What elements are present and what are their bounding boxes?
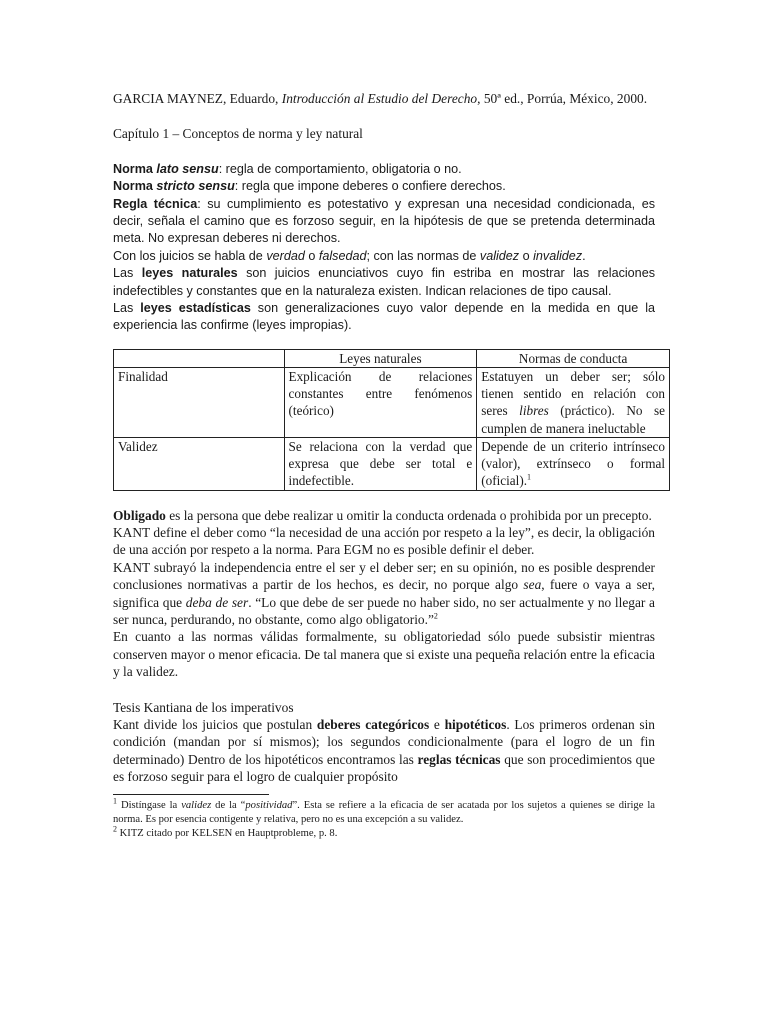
table-cell: Estatuyen un deber ser; sólo tienen sentido en relación con seres libres (práctico). No se cumplen de manera ineluctable (477, 368, 670, 438)
citation-title: Introducción al Estudio del Derecho (281, 91, 478, 106)
table-header: Normas de conducta (477, 349, 670, 367)
paragraph-obligado: Obligado es la persona que debe realizar u omitir la conducta ordenada o prohibida por un precepto. (113, 507, 652, 523)
table-cell: Depende de un criterio intrínseco (valor), extrínseco o formal (oficial).$^1$ (477, 437, 670, 490)
definition-norma-stricto: Norma stricto sensu: regla que impone deberes o confiere derechos. (113, 179, 506, 194)
definition-leyes-naturales: Las leyes naturales son juicios enunciativos cuyo fin estriba en mostrar las relaciones indefectibles y constantes que en la naturaleza existen. Indican relaciones de tipo causal. (113, 266, 655, 298)
footnote-ref[interactable]: 2 (433, 611, 438, 621)
paragraph-eficacia: En cuanto a las normas válidas formalmente, su obligatoriedad sólo puede subsistir mientras conserven mayor o menor eficacia. De tal manera que si existe una pequeña relación entre la eficacia y la validez. (113, 629, 655, 680)
definition-leyes-estadisticas: Las leyes estadísticas son generalizaciones cuyo valor depende en la medida en que la experiencia las confirme (leyes impropias). (113, 301, 655, 333)
table-cell: Se relaciona con la verdad que expresa que debe ser total e indefectible. (284, 437, 477, 490)
document-page (113, 90, 665, 841)
citation-author: GARCIA MAYNEZ, Eduardo, (113, 91, 282, 106)
definition-juicios: Con los juicios se habla de verdad o falsedad; con las normas de validez o invalidez. (113, 248, 586, 263)
footnote-ref[interactable]: 1 (527, 472, 532, 482)
comparison-table (113, 349, 670, 491)
paragraph-imperativos: Kant divide los juicios que postulan deberes categóricos e hipotéticos. Los primeros ordenan sin condición (mandan por sí mismos); los segundos condicionalmente (para el logro de un fin determinado) Dentro de los hipotéticos encontramos las reglas técnicas que son procedimientos que es forzoso seguir para el logro de cualquier propósito (113, 716, 656, 785)
paragraph-kant-ser: KANT subrayó la independencia entre el ser y el deber ser; en su opinión, no es posible desprender conclusiones normativas a partir de los hechos, es decir, no porque algo sea, fuere o vaya a ser, significa que deba de ser. “Lo que debe de ser puede no haber sido, no ser actualmente y no llegar a ser nunca, perdurando, no obstante, como algo obligatorio.”$^2$ (113, 559, 655, 627)
table-header: Leyes naturales (284, 349, 477, 367)
definition-norma-lato: Norma lato sensu: regla de comportamiento, obligatoria o no. (113, 161, 462, 176)
table-row-label: Finalidad (114, 368, 285, 438)
table-row (114, 368, 670, 438)
table-header (114, 349, 285, 367)
definition-regla-tecnica: Regla técnica: su cumplimiento es potestativo y expresan una necesidad condicionada, es decir, señala el camino que es forzoso seguir, en la hipótesis de que se pretenda determinada meta. No expresan deberes ni derechos. (113, 196, 655, 246)
table-header-row (114, 349, 670, 367)
section-heading: Tesis Kantiana de los imperativos (113, 699, 294, 715)
citation-rest: , 50ª ed., Porrúa, México, 2000. (477, 91, 648, 106)
table-row-label: Validez (114, 437, 285, 490)
footnote-divider (113, 794, 269, 795)
table-cell: Explicación de relaciones constantes entre fenómenos (teórico) (284, 368, 477, 438)
footnote-1: $^1$ Distíngase la validez de la “positividad”. Esta se refiere a la eficacia de ser acatada por los sujetos a quienes se dirige la norma. Es por esencia contigente y relativa, pero no es una excepción a su validez. (113, 796, 655, 825)
chapter-heading: Capítulo 1 – Conceptos de norma y ley natural (113, 126, 363, 142)
paragraph-kant-deber: KANT define el deber como “la necesidad de una acción por respeto a la ley”, es decir, la obligación de una acción por respeto a la norma. Para EGM no es posible definir el deber. (113, 524, 655, 558)
footnote-2: $^2$ KITZ citado por KELSEN en Hauptprobleme, p. 8. (113, 824, 338, 839)
table-row (114, 437, 670, 490)
citation (113, 90, 655, 107)
